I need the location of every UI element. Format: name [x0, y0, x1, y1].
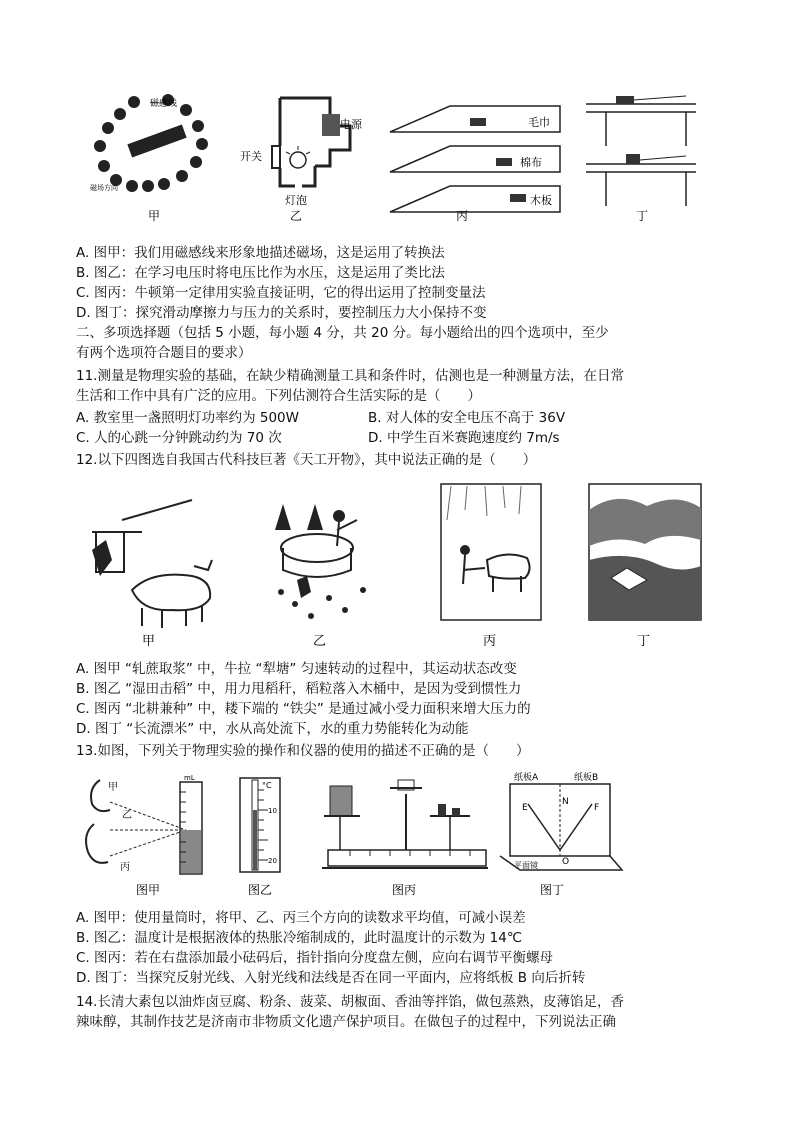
q13-option-c: C. 图丙：若在右盘添加最小砝码后，指针指向分度盘左侧，应向右调节平衡螺母: [76, 950, 554, 966]
caption-q12-c: 丙: [483, 634, 497, 649]
q13-stem: 13.如图，下列关于物理实验的操作和仪器的使用的描述不正确的是（ ）: [76, 743, 530, 759]
label-thermo-20: 20: [268, 857, 277, 865]
label-board-b: 纸板B: [574, 773, 599, 783]
q10-option-b: B. 图乙：在学习电压时将电压比作为水压，这是运用了类比法: [76, 265, 445, 281]
q11-option-c: C. 人的心跳一分钟跳动约为 70 次: [76, 430, 282, 446]
figure-graduated-cylinder: [86, 774, 202, 897]
q12-option-b: B. 图乙 “湿田击稻” 中，用力甩稻秆，稻粒落入木桶中，是因为受到惯性力: [76, 681, 522, 697]
q11-stem-line1: 11.测量是物理实验的基础，在缺少精确测量工具和条件时，估测也是一种测量方法，在日常: [76, 368, 624, 384]
caption-q13-c: 图丙: [392, 883, 417, 897]
q10-option-d: D. 图丁：探究滑动摩擦力与压力的关系时，要控制压力大小保持不变: [76, 305, 487, 321]
figure-flowing-water-mill: [589, 484, 701, 649]
q12-figure-row: [82, 480, 712, 650]
figure-reflection-boards: [500, 771, 622, 897]
label-normal-n: N: [562, 797, 569, 807]
q10-figure-row: [90, 86, 730, 226]
q14-stem-line1: 14.长清大素包以油炸卤豆腐、粉条、菠菜、胡椒面、香油等拌馅，做包蒸熟，皮薄馅足，香: [76, 994, 624, 1010]
q13-option-a: A. 图甲：使用量筒时，将甲、乙、丙三个方向的读数求平均值，可减小误差: [76, 910, 526, 926]
label-towel: 毛巾: [528, 116, 550, 129]
label-ray-f: F: [594, 803, 600, 813]
label-magnetic-line: 磁感线: [150, 99, 178, 109]
q12-option-a: A. 图甲 “轧蔗取浆” 中，牛拉 “犁塘” 匀速转动的过程中，其运动状态改变: [76, 661, 517, 677]
caption-q13-b: 图乙: [248, 883, 273, 897]
label-bulb: 灯泡: [285, 194, 307, 207]
label-thermo-10: 10: [268, 807, 277, 815]
q10-option-a: A. 图甲：我们用磁感线来形象地描述磁场，这是运用了转换法: [76, 245, 445, 261]
caption-q12-b: 乙: [313, 634, 327, 649]
caption-q12-a: 甲: [142, 634, 156, 649]
label-cotton: 棉布: [520, 156, 542, 169]
q13-figure-row: [80, 770, 640, 900]
q13-option-b: B. 图乙：温度计是根据液体的热胀冷缩制成的，此时温度计的示数为 14℃: [76, 930, 522, 946]
figure-threshing-rice: [275, 488, 366, 649]
q12-stem: 12.以下四图选自我国古代科技巨著《天工开物》，其中说法正确的是（ ）: [76, 452, 537, 468]
label-board: 木板: [530, 194, 552, 207]
figure-sugarcane-press: [92, 500, 212, 649]
figure-balance-scale: [322, 780, 488, 897]
caption-q12-d: 丁: [637, 634, 651, 649]
figure-friction-tables: [586, 96, 696, 223]
q10-option-c: C. 图丙：牛顿第一定律用实验直接证明，它的得出运用了控制变量法: [76, 285, 486, 301]
caption-q10-d: 丁: [636, 209, 649, 223]
label-board-a: 纸板A: [514, 773, 539, 783]
label-magnetic-dir: 磁场方向: [90, 184, 118, 192]
figure-inclined-planes: [390, 106, 560, 223]
q11-option-b: B. 对人体的安全电压不高于 36V: [368, 410, 566, 426]
label-power: 电源: [340, 118, 362, 131]
q12-option-d: D. 图丁 “长流漂米” 中，水从高处流下，水的重力势能转化为动能: [76, 721, 469, 737]
section2-heading-line1: 二、多项选择题（包括 5 小题，每小题 4 分，共 20 分。每小题给出的四个选项中，至少: [76, 325, 609, 341]
q11-stem-line2: 生活和工作中具有广泛的应用。下列估测符合生活实际的是（ ）: [76, 388, 481, 404]
figure-circuit: [240, 98, 363, 223]
figure-thermometer: [240, 778, 280, 897]
label-thermo-unit: °C: [262, 781, 272, 790]
label-cyl-ml: mL: [184, 774, 195, 782]
figure-plowing: [441, 484, 541, 649]
section2-heading-line2: 有两个选项符合题目的要求）: [76, 345, 252, 361]
label-point-o: O: [562, 857, 570, 867]
caption-q13-a: 图甲: [136, 883, 161, 897]
label-ray-e: E: [522, 803, 528, 813]
caption-q10-b: 乙: [290, 209, 303, 223]
caption-q13-d: 图丁: [540, 883, 565, 897]
caption-q10-a: 甲: [148, 209, 161, 223]
q11-option-a: A. 教室里一盏照明灯功率约为 500W: [76, 410, 299, 426]
label-cyl-a: 甲: [108, 782, 118, 793]
label-mirror: 平面镜: [514, 861, 538, 870]
q11-option-d: D. 中学生百米赛跑速度约 7m/s: [368, 430, 560, 446]
label-switch: 开关: [240, 150, 262, 163]
q14-stem-line2: 辣味醇，其制作技艺是济南市非物质文化遗产保护项目。在做包子的过程中，下列说法正确: [76, 1014, 616, 1030]
label-cyl-c: 丙: [120, 862, 130, 873]
q12-option-c: C. 图丙 “北耕兼种” 中，耧下端的 “铁尖” 是通过减小受力面积来增大压力的: [76, 701, 531, 717]
caption-q10-c: 丙: [456, 209, 469, 223]
q13-option-d: D. 图丁：当探究反射光线、入射光线和法线是否在同一平面内，应将纸板 B 向后折转: [76, 970, 586, 986]
label-cyl-b: 乙: [122, 810, 132, 821]
figure-magnet-compass: [90, 94, 208, 223]
